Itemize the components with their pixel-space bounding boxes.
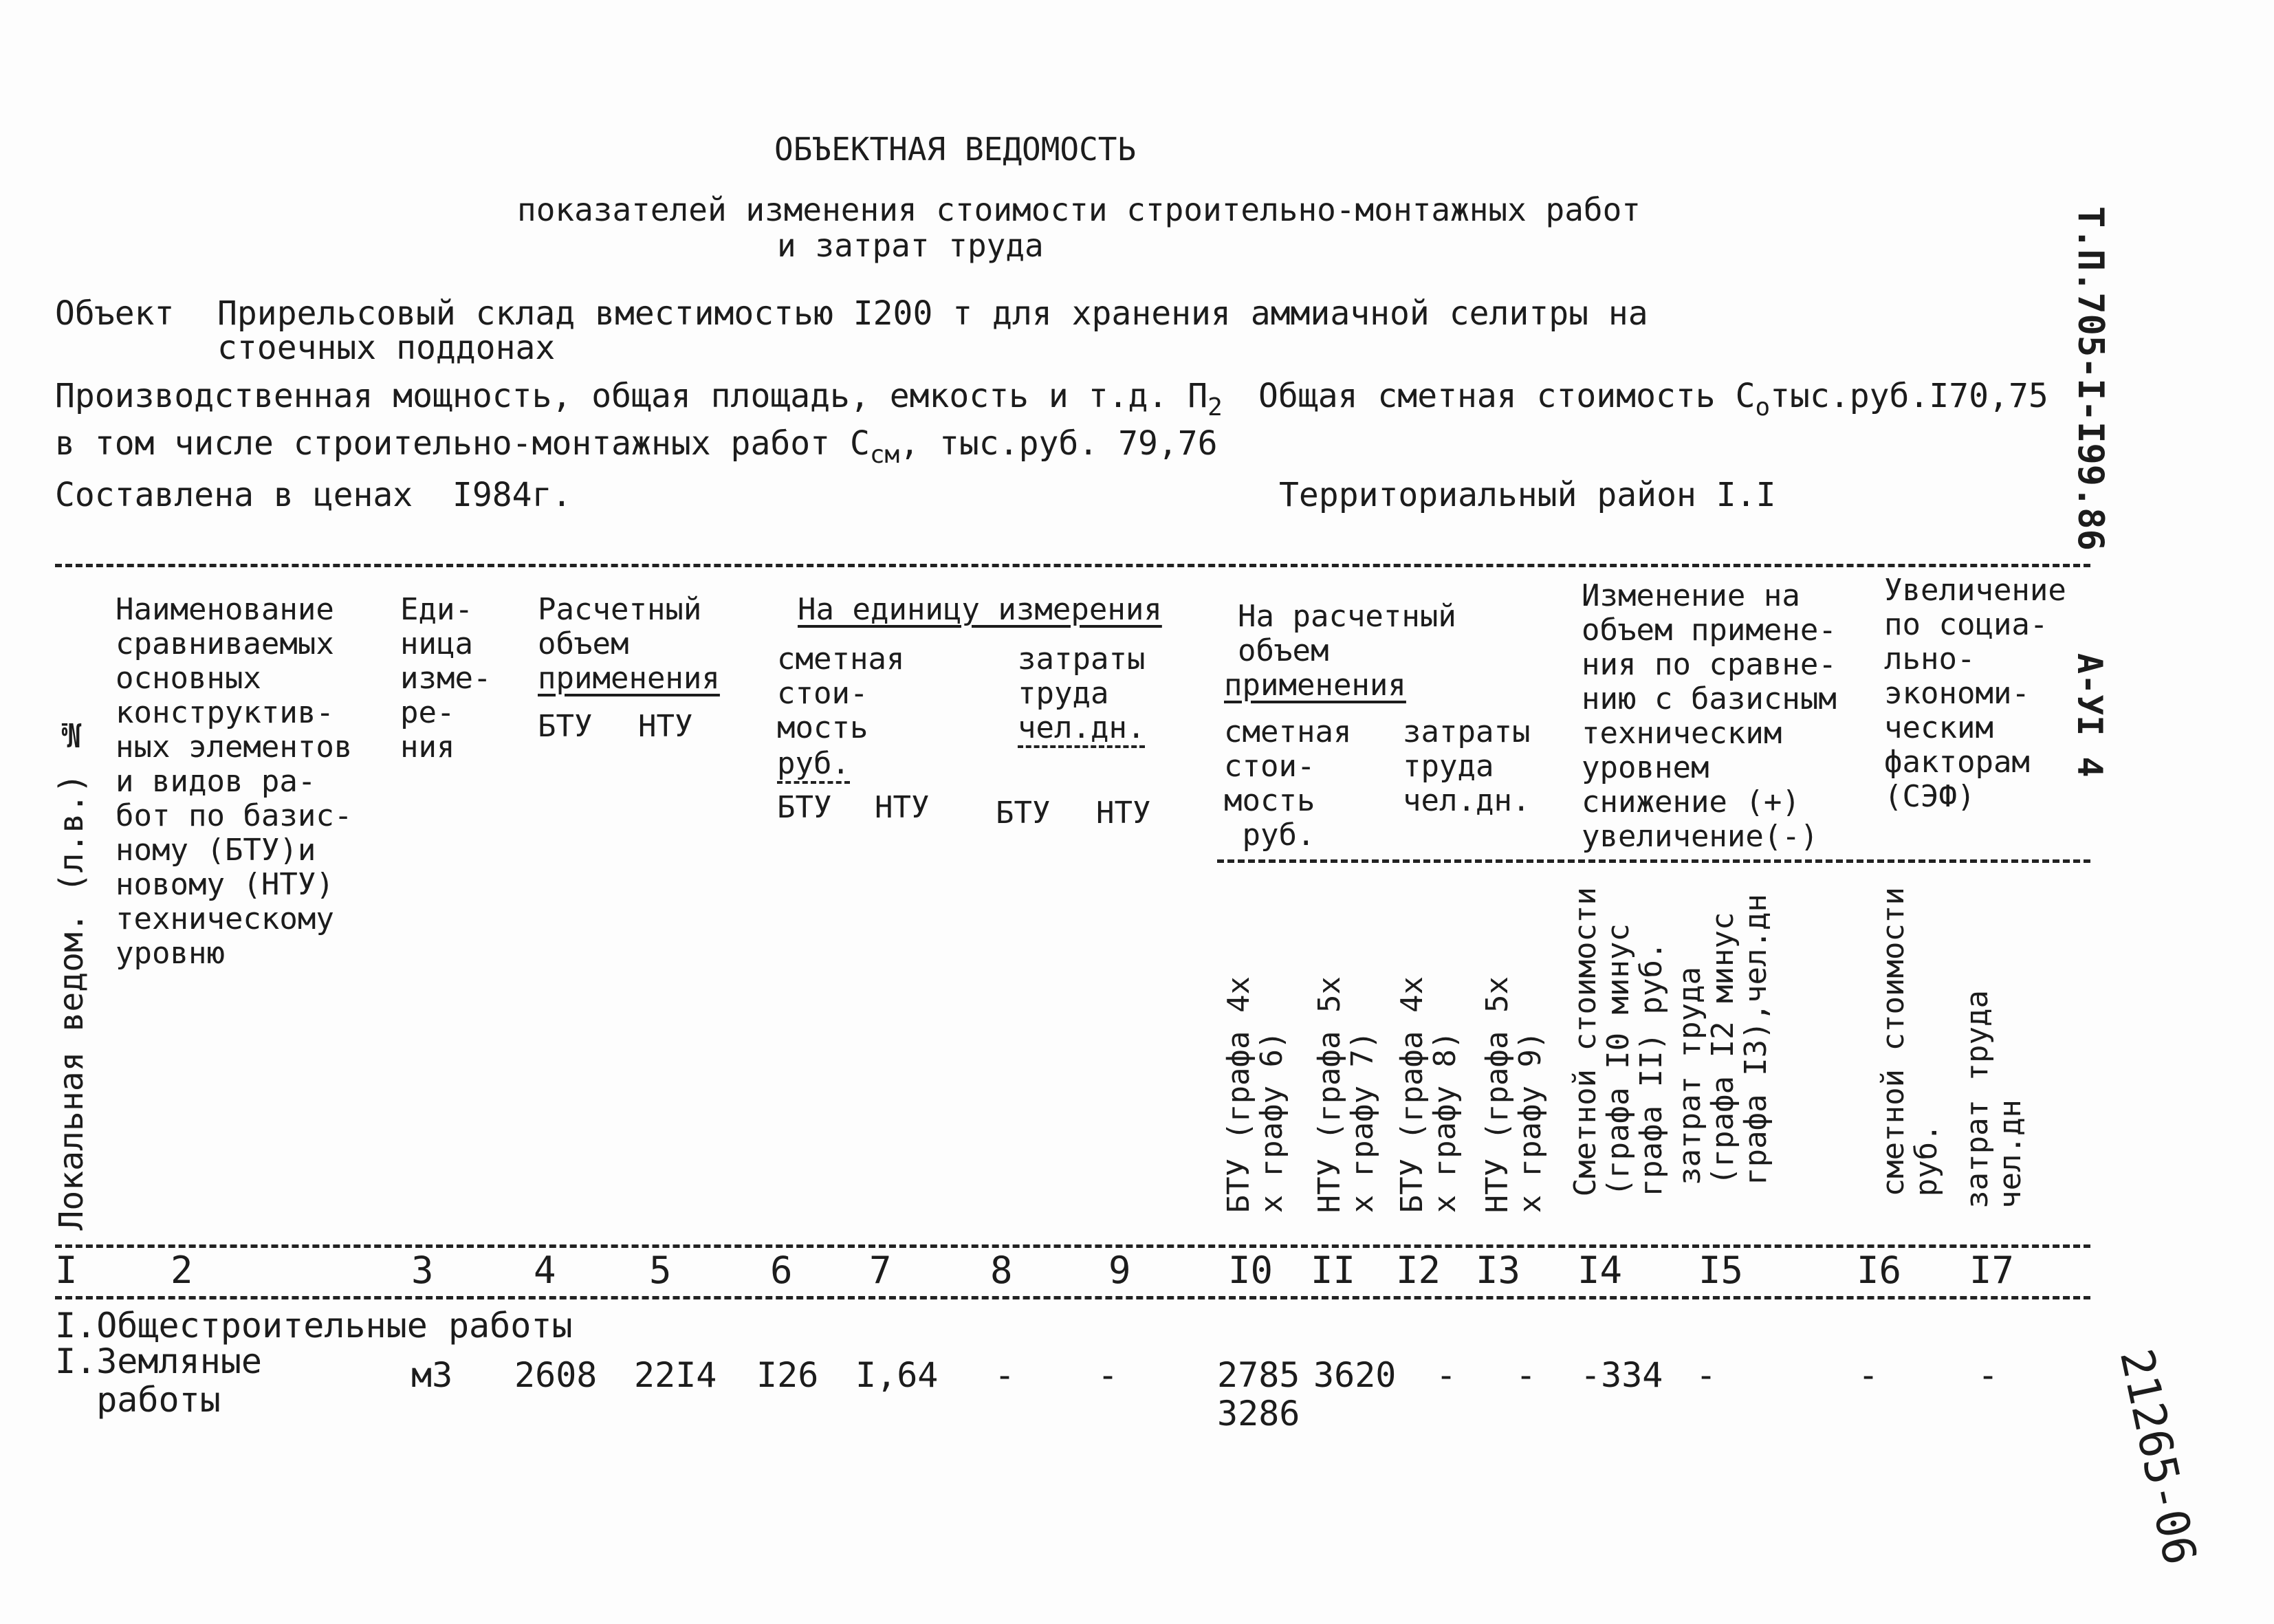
calc-labor: затраты труда чел.дн. [1403, 714, 1531, 818]
calc-header: На расчетный объем [1238, 599, 1456, 668]
row-c15: - [1696, 1355, 1717, 1395]
col-num-5: 5 [649, 1249, 672, 1292]
row-c16: - [1858, 1355, 1879, 1395]
change-header: Изменение на объем примене- ния по сравне- нию с базисным техническим уровнем снижение (+) увеличение(-) [1582, 578, 1837, 854]
col-num-10: I0 [1228, 1249, 1273, 1292]
col17-header: затрат труда чел.дн [1960, 990, 2028, 1209]
smr-line [55, 424, 1218, 469]
row-c12: - [1436, 1355, 1457, 1395]
col8-btu: БТУ [996, 795, 1051, 831]
rule-numbers-bottom [55, 1296, 2090, 1299]
object-name-2: стоечных поддонах [217, 329, 556, 367]
col5-ntu: НТУ [638, 709, 693, 744]
col-num-8: 8 [990, 1249, 1013, 1292]
col14-header: Сметной стоимости (графа I0 минус графа II) руб. [1568, 887, 1669, 1197]
col-num-11: II [1311, 1249, 1356, 1292]
col-num-7: 7 [869, 1249, 892, 1292]
row-c13: - [1516, 1355, 1537, 1395]
rule-sub-header [1217, 859, 2090, 863]
doc-subtitle-2: и затрат труда [777, 227, 1044, 264]
cost-unit-label [777, 747, 850, 784]
cost-header: сметная стои- мость [777, 641, 905, 745]
col-num-9: 9 [1108, 1249, 1131, 1292]
smr-value: , тыс.руб. 79,76 [899, 424, 1218, 463]
rule-top [55, 564, 2090, 567]
row-c11: 3620 [1313, 1355, 1397, 1395]
col-num-1: I [55, 1249, 78, 1292]
col-num-14: I4 [1577, 1249, 1623, 1292]
row-c14: -334 [1580, 1355, 1663, 1395]
prices-line: Составлена в ценах I984г. [55, 476, 572, 514]
sef-header: Увеличение по социа- льно- экономи- ческим факторам (СЭФ) [1884, 573, 2066, 814]
col-num-3: 3 [411, 1249, 434, 1292]
col4-btu: БТУ [538, 709, 593, 744]
album-code: А-УI 4 [2070, 653, 2110, 778]
unit-header: На единицу измерения [798, 592, 1162, 627]
labor-unit-label [1018, 711, 1145, 748]
col-num-16: I6 [1857, 1249, 1902, 1292]
col-num-15: I5 [1698, 1249, 1744, 1292]
col45-under: применения [538, 661, 720, 696]
labor-header: затраты труда [1018, 641, 1146, 711]
section-heading: I.Общестроительные работы [55, 1306, 573, 1346]
row-c8: - [994, 1355, 1016, 1395]
row-c17: - [1978, 1355, 1999, 1395]
col7-ntu: НТУ [875, 790, 930, 825]
doc-subtitle-1: показателей изменения стоимости строительно-монтажных работ [517, 191, 1641, 228]
col16-header: сметной стоимости руб. [1876, 887, 1944, 1197]
row-c7: I,64 [855, 1355, 939, 1395]
capacity-text: Производственная мощность, общая площадь, емкость и т.д. П [55, 377, 1208, 415]
col-num-12: I2 [1396, 1249, 1441, 1292]
col9-ntu: НТУ [1096, 795, 1151, 831]
col1-header: Локальная ведом. (л.в.) № [52, 715, 91, 1231]
col-num-17: I7 [1969, 1249, 2015, 1292]
labor-unit-text: чел.дн. [1018, 711, 1145, 748]
col6-btu: БТУ [777, 790, 832, 825]
calc-under: применения [1224, 668, 1406, 703]
region-line: Территориальный район I.I [1279, 476, 1776, 514]
row-c6: I26 [756, 1355, 819, 1395]
smr-sub: см [869, 441, 900, 469]
row-c4: 2608 [514, 1355, 598, 1395]
object-name-1: Прирельсовый склад вместимостью I200 т для хранения аммиачной селитры на [217, 294, 1648, 333]
calc-cost: сметная стои- мость руб. [1224, 714, 1352, 853]
row-c9: - [1097, 1355, 1119, 1395]
col13-header: НТУ (графа 5х х графу 9) [1480, 976, 1548, 1214]
doc-title: ОБЪЕКТНАЯ ВЕДОМОСТЬ [774, 131, 1137, 168]
total-cost-sub: о [1755, 393, 1771, 421]
smr-text: в том числе строительно-монтажных работ С [55, 424, 870, 463]
col10-header: БТУ (графа 4х х графу 6) [1221, 976, 1289, 1214]
capacity-sub: 2 [1207, 393, 1223, 421]
total-cost-value: тыс.руб.I70,75 [1770, 377, 2048, 415]
doc-code: Т.П.705-I-I99.86 [2070, 206, 2111, 551]
object-label: Объект [55, 294, 175, 333]
col2-header: Наименование сравниваемых основных конструктив- ных элементов и видов ра- бот по базис- ному (БТУ)и новому (НТУ) техническому уровню [116, 592, 353, 971]
row-name: I.Земляные работы [55, 1341, 263, 1420]
col-num-2: 2 [171, 1249, 193, 1292]
row-unit: м3 [411, 1355, 453, 1395]
rule-numbers-top [55, 1244, 2090, 1248]
col15-header: затрат труда (графа I2 минус графа I3),чел.дн [1672, 894, 1773, 1185]
row-c10: 2785 3286 [1217, 1355, 1300, 1434]
col45-header: Расчетный объем [538, 592, 702, 661]
col3-header: Еди- ница изме- ре- ния [400, 592, 492, 765]
col-num-4: 4 [534, 1249, 556, 1292]
col-num-6: 6 [770, 1249, 793, 1292]
total-cost-text: Общая сметная стоимость С [1258, 377, 1756, 415]
col-num-13: I3 [1476, 1249, 1521, 1292]
capacity-line [55, 377, 1223, 421]
col12-header: БТУ (графа 4х х графу 8) [1395, 976, 1463, 1214]
col11-header: НТУ (графа 5х х графу 7) [1312, 976, 1380, 1214]
row-c5: 22I4 [634, 1355, 717, 1395]
total-cost-line [1258, 377, 2048, 421]
cost-unit-text: руб. [777, 747, 850, 784]
stamp-number: 21265-06 [2109, 1344, 2207, 1570]
